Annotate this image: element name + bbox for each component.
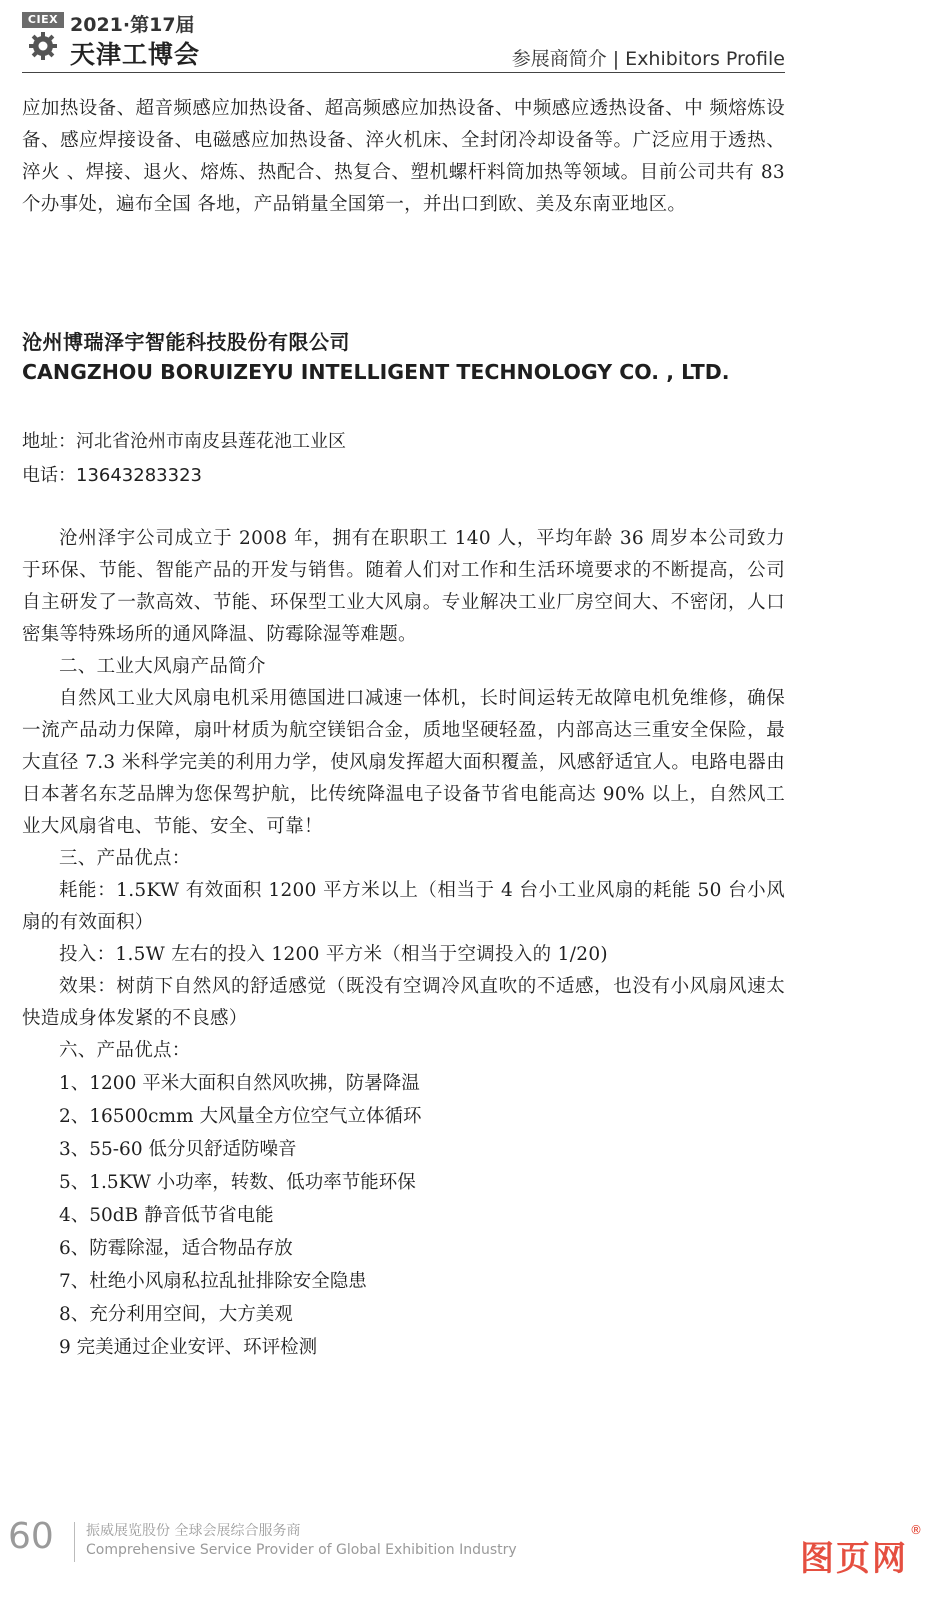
company-description bbox=[22, 523, 785, 1364]
page-header bbox=[0, 0, 937, 80]
advantages-list bbox=[22, 1067, 785, 1364]
watermark-text: 图页网 bbox=[800, 1539, 908, 1579]
list-item: 1、1200 平米大面积自然风吹拂，防暑降温 bbox=[59, 1073, 420, 1094]
list-item: 5、1.5KW 小功率，转数、低功率节能环保 bbox=[59, 1172, 416, 1193]
investment-paragraph: 投入：1.5W 左右的投入 1200 平方米（相当于空调投入的 1/20) bbox=[59, 944, 608, 965]
gear-icon bbox=[28, 31, 58, 61]
registered-mark: ® bbox=[910, 1523, 922, 1537]
list-item: 6、防霉除湿，适合物品存放 bbox=[59, 1238, 293, 1259]
company-address: 地址：河北省沧州市南皮县莲花池工业区 bbox=[22, 431, 346, 452]
list-item: 2、16500cmm 大风量全方位空气立体循环 bbox=[59, 1106, 422, 1127]
watermark-logo bbox=[798, 1520, 922, 1580]
contact-info bbox=[22, 425, 346, 493]
footer-tagline-cn: 振威展览股份 全球会展综合服务商 bbox=[86, 1523, 301, 1539]
list-item: 3、55-60 低分贝舒适防噪音 bbox=[59, 1139, 297, 1160]
energy-paragraph: 耗能：1.5KW 有效面积 1200 平方米以上（相当于 4 台小工业风扇的耗能 50 台小风扇的有效面积） bbox=[22, 880, 785, 933]
company-intro-paragraph: 沧州泽宇公司成立于 2008 年，拥有在职职工 140 人，平均年龄 36 周岁本公司致力于环保、节能、智能产品的开发与销售。随着人们对工作和生活环境要求的不断提高，公司自主研发了一款高效、节能、环保型工业大风扇。专业解决工业厂房空间大、不密闭，人口密集等特殊场所的通风降温、防霉除湿等难题。 bbox=[22, 528, 785, 645]
section-heading-product: 二、工业大风扇产品简介 bbox=[59, 656, 266, 677]
logo-badge: CIEX bbox=[22, 12, 64, 28]
page-number: 60 bbox=[8, 1516, 54, 1557]
company-name-en: CANGZHOU BORUIZEYU INTELLIGENT TECHNOLOGY CO. , LTD. bbox=[22, 360, 730, 384]
intro-section bbox=[22, 93, 785, 221]
list-item: 9 完美通过企业安评、环评检测 bbox=[59, 1337, 318, 1358]
footer-tagline-en: Comprehensive Service Provider of Global Exhibition Industry bbox=[86, 1542, 517, 1558]
header-divider bbox=[22, 72, 785, 73]
section-heading-advantages: 三、产品优点： bbox=[59, 848, 191, 869]
intro-paragraph: 应加热设备、超音频感应加热设备、超高频感应加热设备、中频感应透热设备、中 频熔炼设备、感应焊接设备、电磁感应加热设备、淬火机床、全封闭冷却设备等。广泛应用于透热、淬火 、焊接、退火、熔炼、热配合、热复合、塑机螺杆料筒加热等领域。目前公司共有 83 个办事处，遍布全国 各地，产品销量全国第一，并出口到欧、美及东南亚地区。 bbox=[22, 98, 785, 215]
company-heading bbox=[22, 327, 802, 387]
event-name: 天津工博会 bbox=[70, 40, 201, 69]
effect-paragraph: 效果：树荫下自然风的舒适感觉（既没有空调冷风直吹的不适感，也没有小风扇风速太快造成身体发紧的不良感） bbox=[22, 976, 785, 1029]
event-year: 2021·第17届 bbox=[70, 14, 195, 36]
section-title: 参展商简介 | Exhibitors Profile bbox=[511, 48, 785, 70]
list-item: 8、充分利用空间，大方美观 bbox=[59, 1304, 293, 1325]
list-item: 7、杜绝小风扇私拉乱扯排除安全隐患 bbox=[59, 1271, 367, 1292]
section-heading-advantages-list: 六、产品优点： bbox=[59, 1040, 191, 1061]
ciex-logo bbox=[22, 12, 64, 62]
footer-divider bbox=[74, 1522, 75, 1562]
company-phone: 电话：13643283323 bbox=[22, 465, 202, 486]
product-paragraph: 自然风工业大风扇电机采用德国进口减速一体机，长时间运转无故障电机免维修，确保一流产品动力保障，扇叶材质为航空镁铝合金，质地坚硬轻盈，内部高达三重安全保险，最大直径 7.3 米科学完美的利用力学，使风扇发挥超大面积覆盖，风感舒适宜人。电路电器由日本著名东芝品牌为您保驾护航，比传统降温电子设备节省电能高达 90% 以上，自然风工业大风扇省电、节能、安全、可靠！ bbox=[22, 688, 785, 837]
company-name-cn: 沧州博瑞泽宇智能科技股份有限公司 bbox=[22, 330, 350, 354]
list-item: 4、50dB 静音低节省电能 bbox=[59, 1205, 274, 1226]
